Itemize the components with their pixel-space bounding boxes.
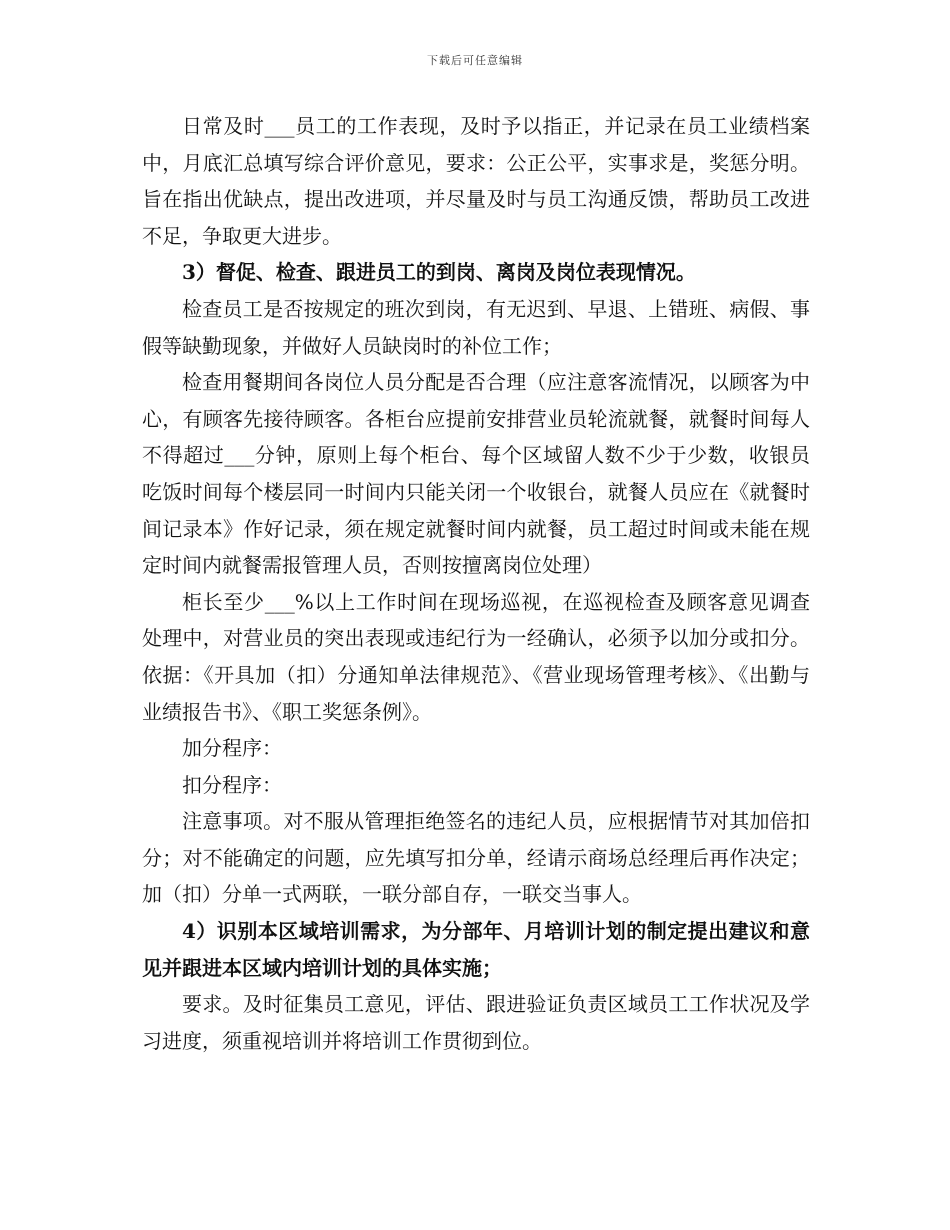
paragraph-add-points-procedure: 加分程序： (182, 736, 282, 761)
page-header: 下载后可任意编辑 (427, 54, 523, 67)
document-body (142, 108, 810, 1059)
section-heading-4: 4）识别本区域培训需求，为分部年、月培训计划的制定提出建议和意见并跟进本区域内培训计划的具体实施； (142, 919, 810, 980)
paragraph-patrol-scoring: 柜长至少___%以上工作时间在现场巡视，在巡视检查及顾客意见调查处理中，对营业员的突出表现或违纪行为一经确认，必须予以加分或扣分。依据：《开具加（扣）分通知单法律规范》、《营业现场管理考核》、《出勤与业绩报告书》、《职工奖惩条例》。 (142, 589, 810, 724)
paragraph-training-requirements: 要求。及时征集员工意见，评估、跟进验证负责区域员工工作状况及学习进度，须重视培训并将培训工作贯彻到位。 (142, 992, 810, 1053)
paragraph-performance-tracking: 日常及时___员工的工作表现，及时予以指正，并记录在员工业绩档案中，月底汇总填写综合评价意见，要求：公正公平，实事求是，奖惩分明。旨在指出优缺点，提出改进项，并尽量及时与员工沟通反馈，帮助员工改进不足，争取更大进步。 (142, 114, 810, 248)
paragraph-attendance-check: 检查员工是否按规定的班次到岗，有无迟到、早退、上错班、病假、事假等缺勤现象，并做好人员缺岗时的补位工作； (142, 296, 810, 358)
paragraph-notes: 注意事项。对不服从管理拒绝签名的违纪人员，应根据情节对其加倍扣分；对不能确定的问题，应先填写扣分单，经请示商场总经理后再作决定；加（扣）分单一式两联，一联分部自存，一联交当事人。 (142, 809, 810, 907)
paragraph-deduct-points-procedure: 扣分程序： (182, 772, 282, 797)
section-heading-3: 3）督促、检查、跟进员工的到岗、离岗及岗位表现情况。 (182, 260, 696, 285)
paragraph-meal-allocation: 检查用餐期间各岗位人员分配是否合理（应注意客流情况，以顾客为中心，有顾客先接待顾客。各柜台应提前安排营业员轮流就餐，就餐时间每人不得超过___分钟，原则上每个柜台、每个区域留人数不少于少数，收银员吃饭时间每个楼层同一时间内只能关闭一个收银台，就餐人员应在《就餐时间记录本》作好记录，须在规定就餐时间内就餐，员工超过时间或未能在规定时间内就餐需报管理人员，否则按擅离岗位处理） (142, 370, 810, 578)
